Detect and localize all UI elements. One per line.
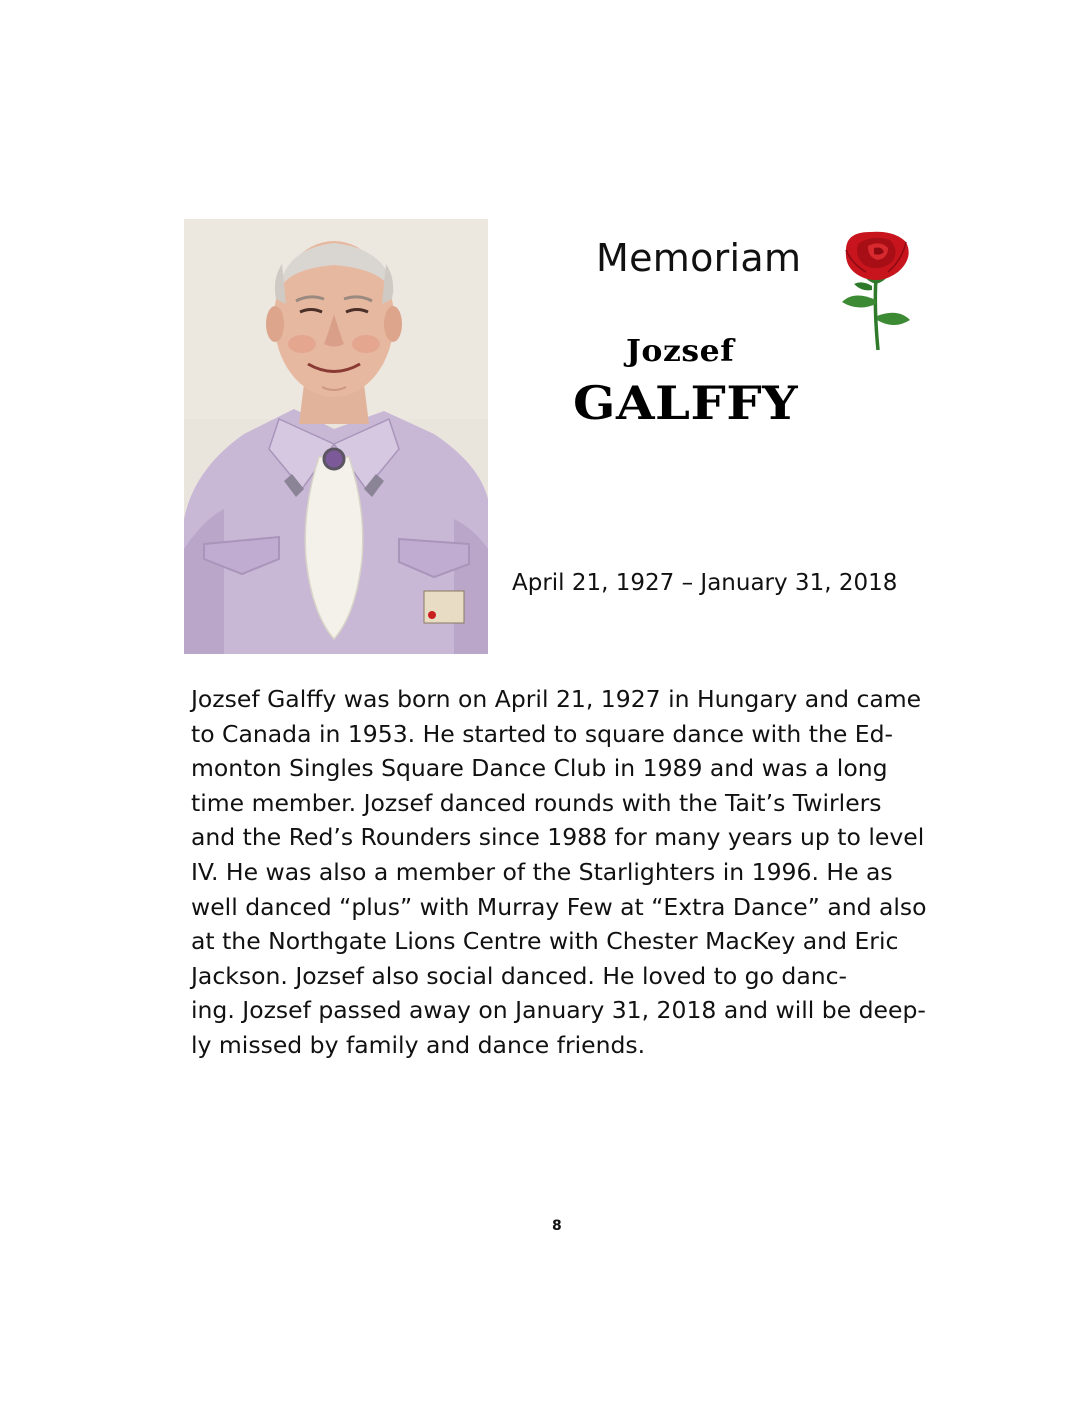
first-name: Jozsef: [626, 334, 735, 369]
bio-line: IV. He was also a member of the Starlighters in 1996. He as: [191, 857, 893, 886]
bio-line: Jozsef Galffy was born on April 21, 1927 in Hungary and came: [191, 685, 922, 713]
bio-line: ly missed by family and dance friends.: [191, 1030, 646, 1059]
page-number: 8: [552, 1218, 562, 1234]
bio-line: well danced “plus” with Murray Few at “Extra Dance” and also: [191, 892, 927, 921]
portrait-photo: [184, 219, 488, 654]
life-dates: April 21, 1927 – January 31, 2018: [512, 570, 898, 596]
bio-line: and the Red’s Rounders since 1988 for many years up to level: [191, 823, 925, 852]
bio-line: Jackson. Jozsef also social danced. He loved to go danc-: [191, 961, 848, 990]
red-rose-icon: [832, 228, 922, 352]
bio-line: monton Singles Square Dance Club in 1989 and was a long: [191, 754, 888, 783]
last-name: GALFFY: [573, 376, 799, 430]
bio-line: time member. Jozsef danced rounds with the Tait’s Twirlers: [191, 788, 882, 817]
bio-line: ing. Jozsef passed away on January 31, 2018 and will be deep-: [191, 996, 926, 1025]
bio-line: to Canada in 1953. He started to square dance with the Ed-: [191, 719, 894, 748]
bio-line: at the Northgate Lions Centre with Chester MacKey and Eric: [191, 927, 899, 956]
memoriam-heading: Memoriam: [596, 236, 802, 280]
biography-paragraph: [191, 682, 927, 1063]
